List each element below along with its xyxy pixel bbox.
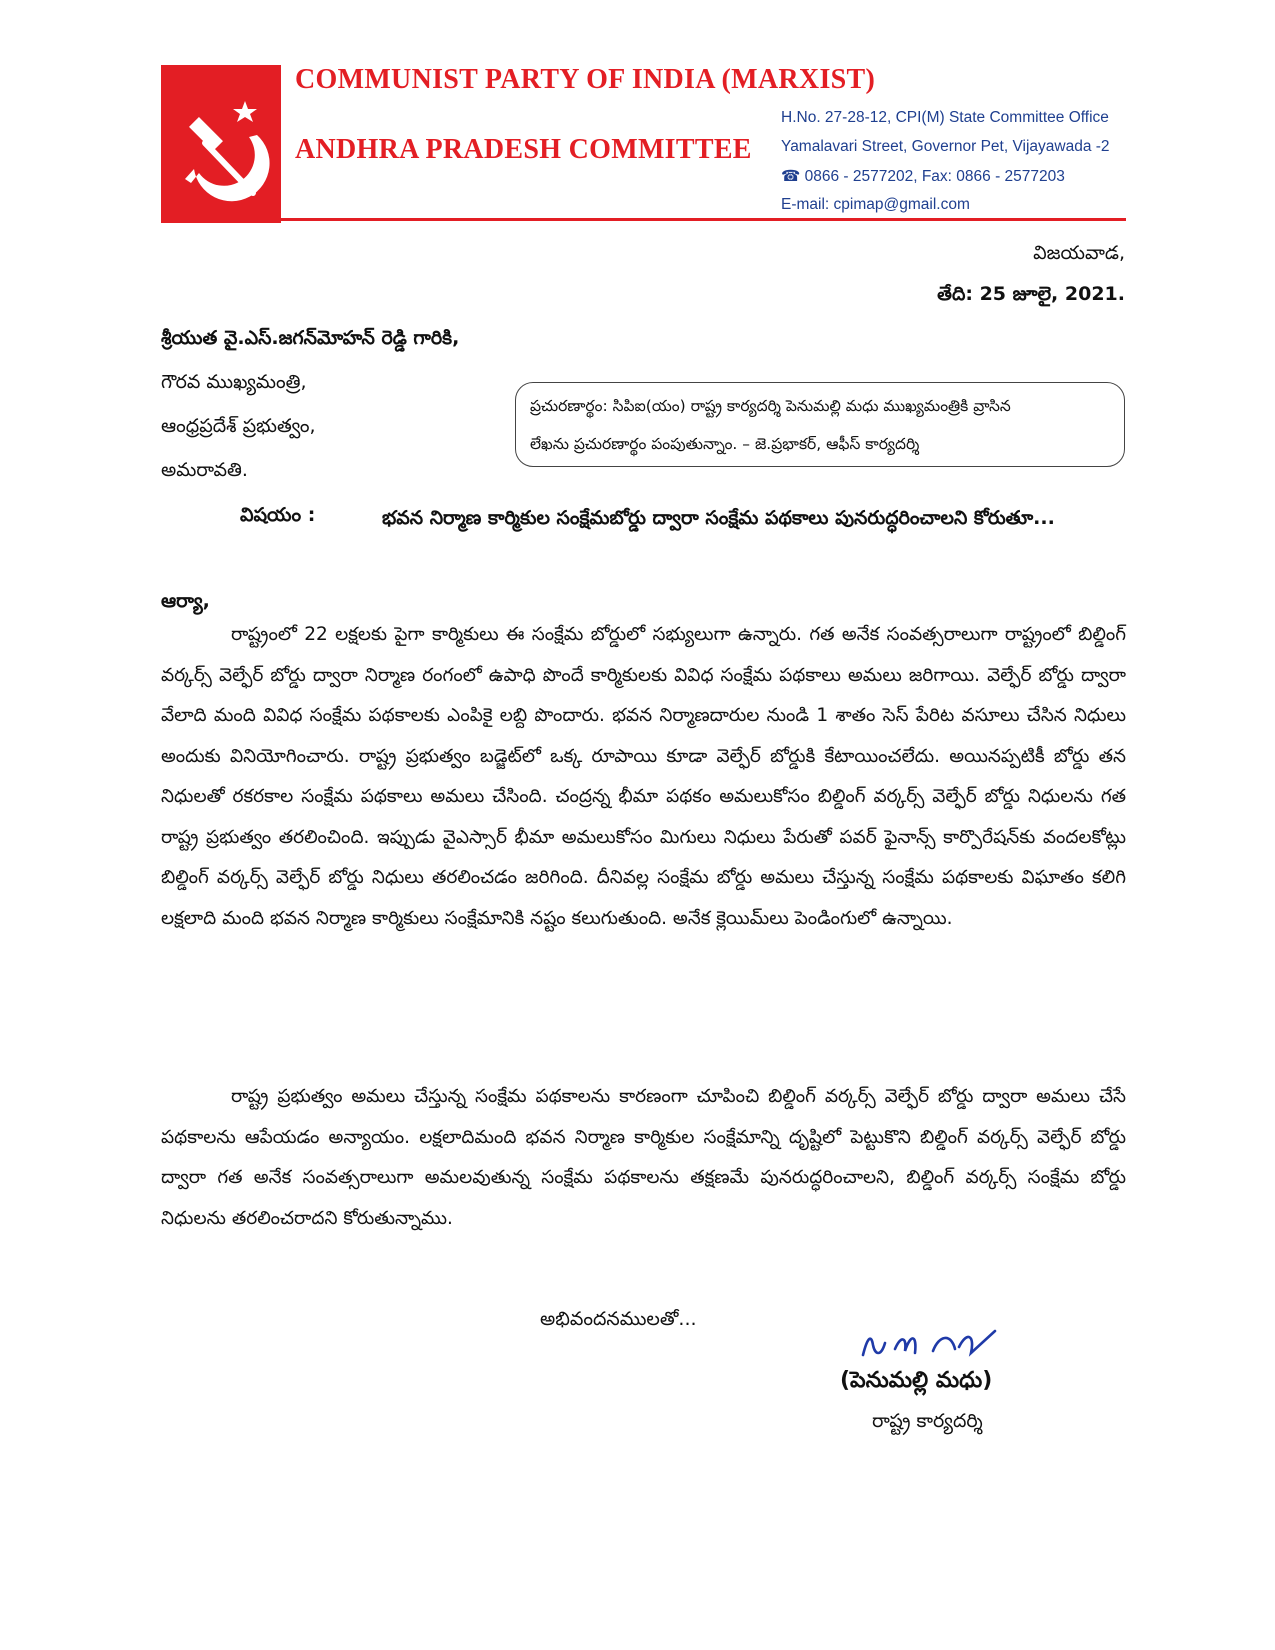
letter-date: తేది: 25 జూలై, 2021. xyxy=(937,283,1125,305)
addressee-block xyxy=(161,316,459,492)
party-name: COMMUNIST PARTY OF INDIA (MARXIST) xyxy=(295,64,876,95)
email-line: E-mail: cpimap@gmail.com xyxy=(781,196,970,213)
address-line-2: Yamalavari Street, Governor Pet, Vijayawada -2 xyxy=(781,138,1110,155)
party-logo xyxy=(161,65,281,223)
committee-name: ANDHRA PRADESH COMMITTEE xyxy=(295,134,752,165)
letterhead-divider xyxy=(161,218,1126,221)
signatory-name: (పెనుమల్లి మధు) xyxy=(840,1368,993,1393)
subject-text: భవన నిర్మాణ కార్మికుల సంక్షేమబోర్డు ద్వారా సంక్షేమ పథకాలు పునరుద్ధరించాలని కోరుతూ... xyxy=(382,507,1055,529)
handwritten-signature xyxy=(855,1325,1015,1363)
subject-label: విషయం : xyxy=(240,504,316,526)
address-line-1: H.No. 27-28-12, CPI(M) State Committee Office xyxy=(781,109,1109,126)
body-paragraph-1: రాష్ట్రంలో 22 లక్షలకు పైగా కార్మికులు ఈ సంక్షేమ బోర్డులో సభ్యులుగా ఉన్నారు. గత అనేక సంవత్సరాలుగా రాష్ట్రంలో బిల్డింగ్ వర్కర్స్ వెల్ఫేర్ బోర్డు ద్వారా నిర్మాణ రంగంలో ఉపాధి పొందే కార్మికులకు వివిధ సంక్షేమ పథకాలు అమలు జరిగాయి. వెల్ఫేర్ బోర్డు ద్వారా వేలాది మంది వివిధ సంక్షేమ పథకాలకు ఎంపికై లబ్ది పొందారు. భవన నిర్మాణదారుల నుండి 1 శాతం సెస్ పేరిట వసూలు చేసిన నిధులు అందుకు వినియోగించారు. రాష్ట్ర ప్రభుత్వం బడ్జెట్‌లో ఒక్క రూపాయి కూడా వెల్ఫేర్ బోర్డుకి కేటాయించలేదు. అయినప్పటికీ బోర్డు తన నిధులతో రకరకాల సంక్షేమ పథకాలు అమలు చేసింది. చంద్రన్న భీమా పథకం అమలుకోసం బిల్డింగ్ వర్కర్స్ వెల్ఫేర్ బోర్డు నిధులను గత రాష్ట్ర ప్రభుత్వం తరలించింది. ఇప్పుడు వైఎస్సార్ భీమా అమలుకోసం మిగులు నిధులు పేరుతో పవర్ ఫైనాన్స్ కార్పొరేషన్‌కు వందలకోట్లు బిల్డింగ్ వర్కర్స్ వెల్ఫేర్ బోర్డు నిధులు తరలించడం జరిగింది. దీనివల్ల సంక్షేమ బోర్డు అమలు చేస్తున్న సంక్షేమ పథకాలకు విఘాతం కలిగి లక్షలాది మంది భవన నిర్మాణ కార్మికులు సంక్షేమానికి నష్టం కలుగుతుంది. అనేక క్లెయిమ్‌లు పెండింగులో ఉన్నాయి. xyxy=(161,624,1126,929)
press-release-note xyxy=(515,382,1125,467)
closing-greeting: అభివందనములతో... xyxy=(540,1308,697,1330)
addressee-name: శ్రీయుత వై.ఎస్.జగన్‌మోహన్ రెడ్డి గారికి, xyxy=(161,327,460,349)
addressee-government: ఆంధ్రప్రదేశ్ ప్రభుత్వం, xyxy=(161,415,316,437)
letter-place: విజయవాడ, xyxy=(1033,242,1125,264)
body-paragraph-2: రాష్ట్ర ప్రభుత్వం అమలు చేస్తున్న సంక్షేమ పథకాలను కారణంగా చూపించి బిల్డింగ్ వర్కర్స్ వెల్ఫేర్ బోర్డు ద్వారా అమలు చేసే పథకాలను ఆపేయడం అన్యాయం. లక్షలాదిమంది భవన నిర్మాణ కార్మికుల సంక్షేమాన్ని దృష్టిలో పెట్టుకొని బిల్డింగ్ వర్కర్స్ వెల్ఫేర్ బోర్డు ద్వారా గత అనేక సంవత్సరాలుగా అమలవుతున్న సంక్షేమ పథకాలను తక్షణమే పునరుద్ధరించాలని, బిల్డింగ్ వర్కర్స్ సంక్షేమ బోర్డు నిధులను తరలించరాదని కోరుతున్నాము. xyxy=(161,1086,1126,1229)
salutation: ఆర్యా, xyxy=(161,590,210,612)
addressee-city: అమరావతి. xyxy=(161,459,248,481)
phone-fax-line: ☎ 0866 - 2577202, Fax: 0866 - 2577203 xyxy=(781,168,1065,185)
press-note-line-2: లేఖను ప్రచురణార్థం పంపుతున్నాం. – జె.ప్రభాకర్, ఆఫీస్ కార్యదర్శి xyxy=(530,435,920,453)
press-note-line-1: ప్రచురణార్థం: సిపిఐ(యం) రాష్ట్ర కార్యదర్శి పెనుమల్లి మధు ముఖ్యమంత్రికి వ్రాసిన xyxy=(530,397,1011,415)
addressee-designation: గౌరవ ముఖ్యమంత్రి, xyxy=(161,371,307,393)
hammer-sickle-star-icon xyxy=(161,65,281,223)
signatory-title: రాష్ట్ర కార్యదర్శి xyxy=(872,1410,983,1432)
